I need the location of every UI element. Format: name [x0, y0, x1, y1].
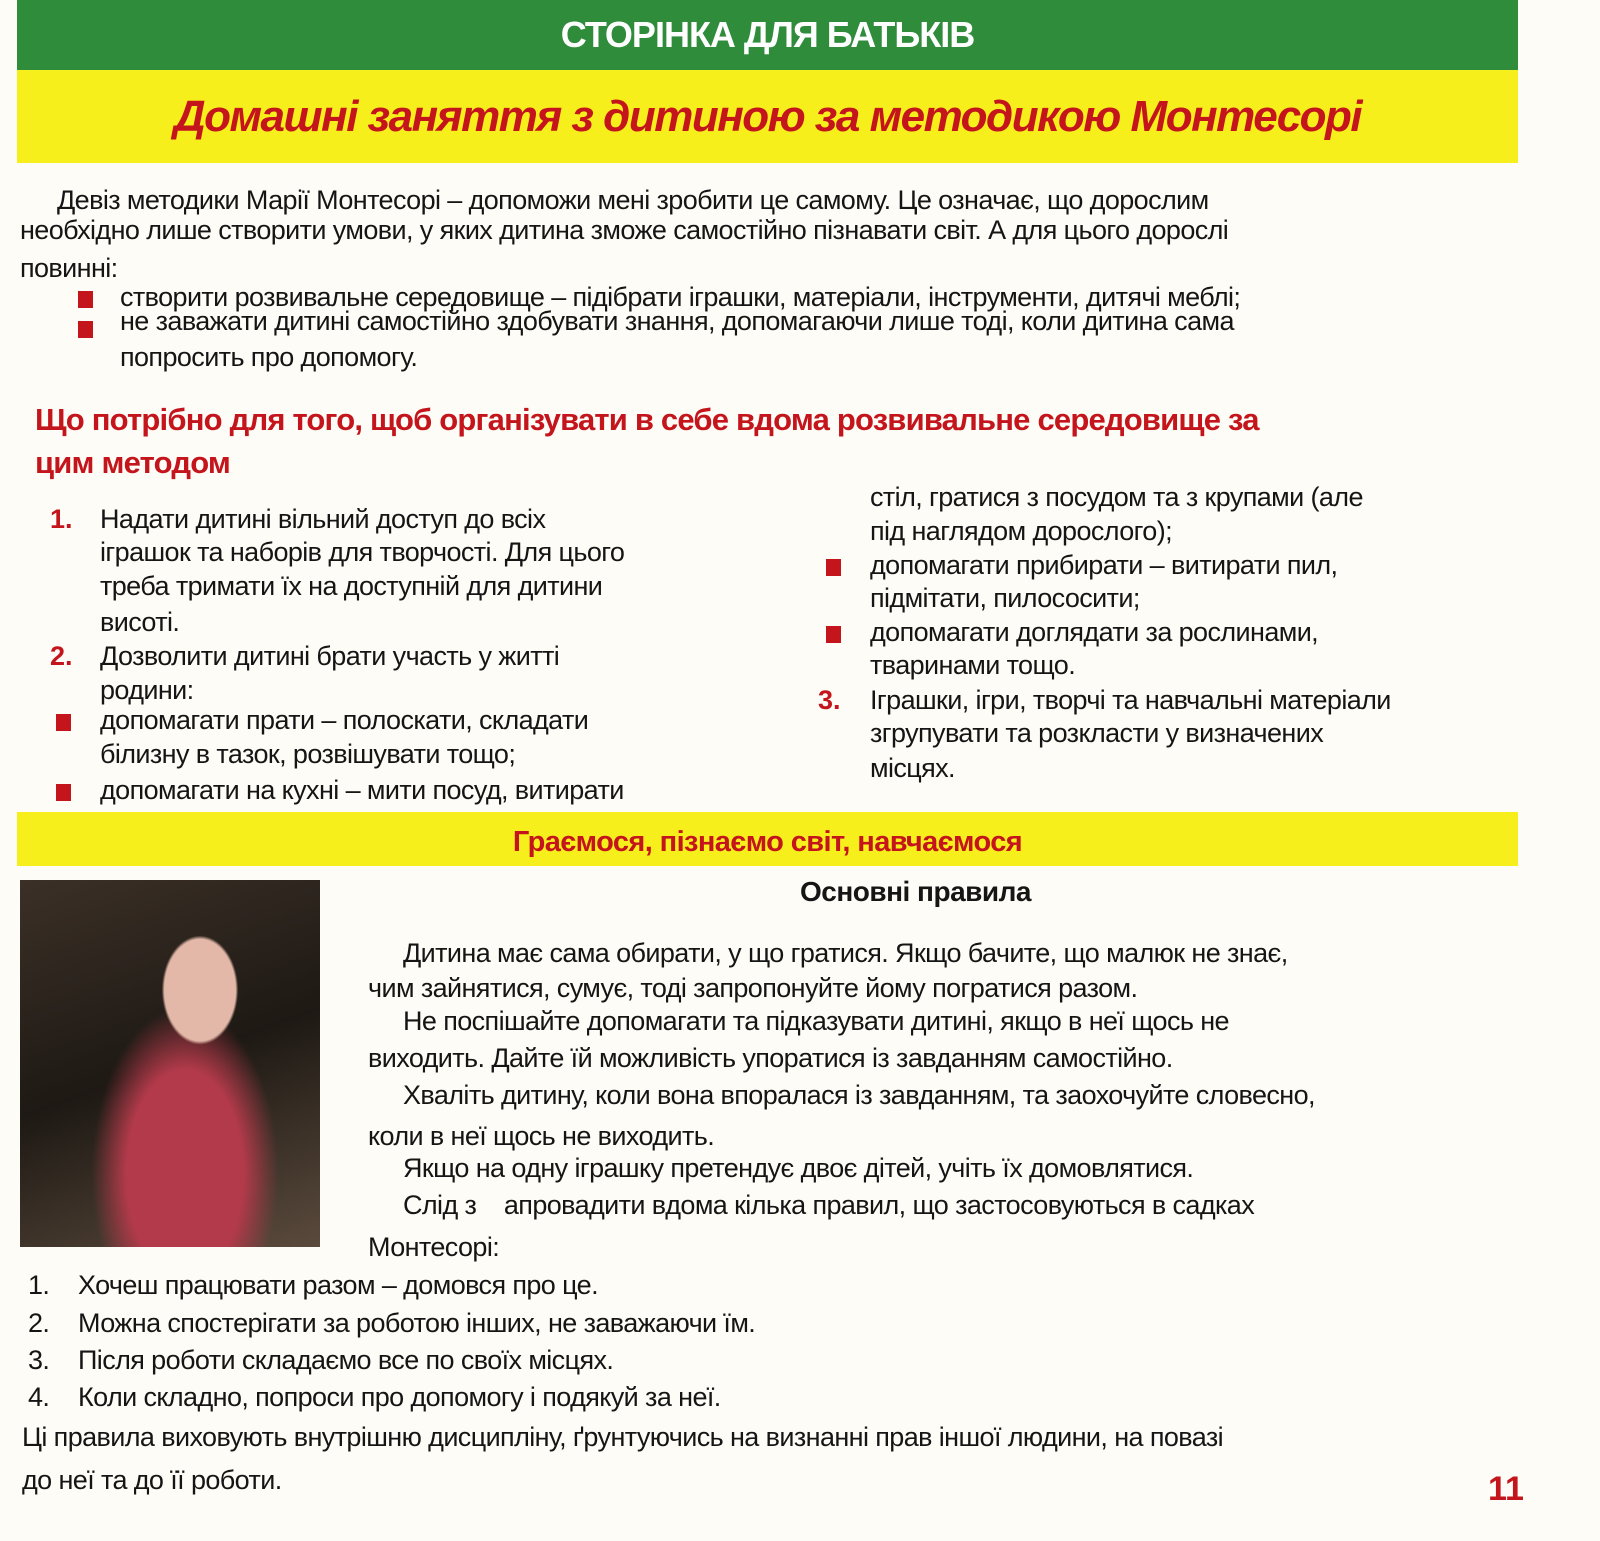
bullet-square-icon	[78, 291, 93, 308]
list-number: 3.	[818, 685, 841, 715]
rule-number: 4.	[28, 1382, 50, 1412]
page-number: 11	[1488, 1470, 1524, 1508]
list-item-line: допомагати прибирати – витирати пил,	[870, 550, 1338, 580]
closing-line: до неї та до її роботи.	[22, 1465, 282, 1495]
list-item-line: місцях.	[870, 753, 955, 783]
intro-line: повинні:	[20, 253, 118, 283]
list-number: 1.	[50, 504, 73, 534]
list-item-line: треба тримати їх на доступній для дитини	[100, 571, 603, 601]
bullet-square-icon	[826, 626, 841, 643]
intro-line: Девіз методики Марії Монтесорі – допоможи мені зробити це самому. Це означає, що дорослим	[57, 185, 1209, 215]
section-label: СТОРІНКА ДЛЯ БАТЬКІВ	[560, 14, 975, 55]
bullet-square-icon	[826, 559, 841, 576]
section-heading: Що потрібно для того, щоб організувати в себе вдома розвивальне середовище за	[35, 402, 1259, 437]
list-item-line: згрупувати та розкласти у визначених	[870, 718, 1324, 748]
rules-paragraph-line: Дитина має сама обирати, у що гратися. Якщо бачите, що малюк не знає,	[403, 938, 1288, 968]
list-number: 2.	[50, 641, 73, 671]
intro-bullet: попросить про допомогу.	[120, 342, 418, 372]
rule-text: Можна спостерігати за роботою інших, не заважаючи їм.	[78, 1308, 756, 1338]
rules-paragraph-line: Якщо на одну іграшку претендує двоє дітей, учіть їх домовлятися.	[403, 1153, 1194, 1183]
subsection-title: Граємося, пізнаємо світ, навчаємося	[512, 826, 1023, 858]
rules-paragraph-line: Монтесорі:	[368, 1232, 500, 1262]
bullet-square-icon	[56, 784, 71, 801]
list-item-line: під наглядом дорослого);	[870, 516, 1173, 546]
list-item-line: Надати дитині вільний доступ до всіх	[100, 504, 546, 534]
rules-paragraph-line: Не поспішайте допомагати та підказувати дитині, якщо в неї щось не	[403, 1006, 1229, 1036]
list-item-line: допомагати доглядати за рослинами,	[870, 617, 1319, 647]
list-item-line: тваринами тощо.	[870, 650, 1076, 680]
rules-paragraph-line: Хваліть дитину, коли вона впоралася із завданням, та заохочуйте словесно,	[403, 1080, 1315, 1110]
rules-subtitle: Основні правила	[800, 876, 1031, 907]
rules-paragraph-line: коли в неї щось не виходить.	[368, 1121, 715, 1151]
list-item-line: білизну в тазок, розвішувати тощо;	[100, 739, 516, 769]
list-item-line: Дозволити дитині брати участь у житті	[100, 641, 560, 671]
list-item-line: допомагати прати – полоскати, складати	[100, 705, 589, 735]
rule-text: Після роботи складаємо все по своїх місцях.	[78, 1345, 614, 1375]
section-heading: цим методом	[35, 445, 231, 480]
rules-paragraph-line: чим зайнятися, сумує, тоді запропонуйте йому погратися разом.	[368, 973, 1138, 1003]
list-item-line: висоті.	[100, 607, 180, 637]
intro-bullet: не заважати дитині самостійно здобувати знання, допомагаючи лише тоді, коли дитина сама	[120, 306, 1234, 336]
intro-bullet: створити розвивальне середовище – підібрати іграшки, матеріали, інструменти, дитячі меблі;	[120, 282, 1241, 312]
list-item-line: Іграшки, ігри, творчі та навчальні матеріали	[870, 685, 1391, 715]
list-item-line: іграшок та наборів для творчості. Для цього	[100, 537, 625, 567]
rules-paragraph-line: виходить. Дайте їй можливість упоратися із завданням самостійно.	[368, 1043, 1173, 1073]
bullet-square-icon	[56, 714, 71, 731]
child-photo	[20, 880, 320, 1247]
rules-paragraph-line: Слід з апровадити вдома кілька правил, що застосовуються в садках	[403, 1190, 1255, 1220]
list-item-line: підмітати, пилососити;	[870, 583, 1140, 613]
closing-line: Ці правила виховують внутрішню дисципліну, ґрунтуючись на визнанні прав іншої людини, на повазі	[22, 1422, 1224, 1452]
rule-text: Хочеш працювати разом – домовся про це.	[78, 1270, 599, 1300]
rule-number: 3.	[28, 1345, 50, 1375]
rule-text: Коли складно, попроси про допомогу і подякуй за неї.	[78, 1382, 721, 1412]
page-title: Домашні заняття з дитиною за методикою Монтесорі	[173, 92, 1362, 141]
list-item-line: родини:	[100, 675, 194, 705]
intro-line: необхідно лише створити умови, у яких дитина зможе самостійно пізнавати світ. А для цього дорослі	[20, 215, 1229, 245]
bullet-square-icon	[78, 321, 93, 338]
list-item-line: стіл, гратися з посудом та з крупами (але	[870, 482, 1363, 512]
rule-number: 2.	[28, 1308, 50, 1338]
rule-number: 1.	[28, 1270, 50, 1300]
list-item-line: допомагати на кухні – мити посуд, витирати	[100, 775, 624, 805]
